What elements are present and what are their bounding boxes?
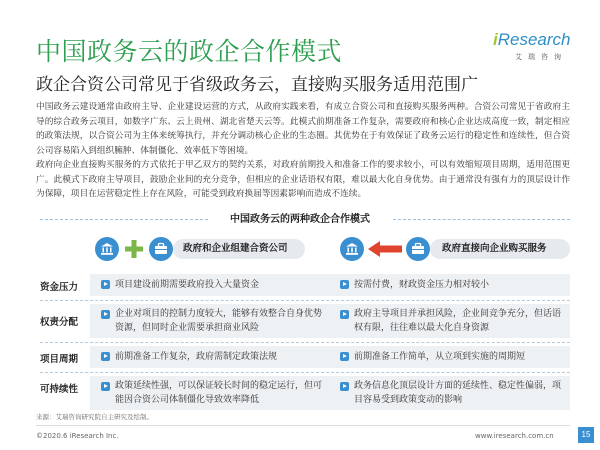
footer-url: www.iresearch.com.cn [475,432,554,440]
row-label-cycle: 项目周期 [40,354,79,365]
government-icon [95,237,119,261]
intro-paragraph [36,100,570,202]
logo-brand [493,30,573,50]
row-separator [40,300,570,301]
right-model-header [340,237,570,261]
bullet-icon [340,352,349,361]
page-title: 中国政务云的政企合作模式 [36,37,343,66]
footer-divider [36,425,570,426]
iresearch-logo [493,30,573,70]
arrow-left-icon [368,241,402,257]
left-cell-sustainability: 政策延续性强，可以保证较长时间的稳定运行，但可能因合资公司体制僵化导致效率降低 [115,381,323,405]
right-cell-responsibility: 政府主导项目并承担风险，企业间竞争充分，但话语权有限，往往难以最大化自身资源 [354,309,562,333]
bullet-icon [101,352,110,361]
left-cell-cycle: 前期准备工作复杂，政府需制定政策法规 [115,352,278,362]
paragraph-2: 政府向企业直接购买服务的方式依托于甲乙双方的契约关系，对政府前期投入和准备工作的要求较小，可以有效缩短项目周期，适用范围更广。此模式下政府主导项目，鼓励企业间的充分竞争，但相应的企业话语权有限，难以最大化自身优势。由于通常没有强有力的顶层设计作为保障，项目在运营稳定性上存在风险，可能受到政府换届等因素影响而造成不连续。 [36,160,570,199]
bullet-icon [101,280,110,289]
source-note: 来源：艾瑞咨询研究院自主研究及绘制。 [36,413,153,421]
logo-brand-prefix: i [493,30,498,49]
page-number: 15 [578,427,594,443]
right-cell-funding: 按需付费，财政资金压力相对较小 [354,280,490,290]
row-separator [40,372,570,373]
left-model-header [95,237,295,261]
logo-brand-name: Research [497,30,571,49]
row-label-sustainability: 可持续性 [40,384,79,395]
enterprise-icon [149,237,173,261]
right-cell-sustainability: 政务信息化顶层设计方面的延续性、稳定性偏弱，项目容易受到政策变动的影响 [354,381,562,405]
bullet-icon [101,310,110,319]
enterprise-icon-right [406,237,430,261]
logo-cn: 艾瑞咨询 [515,53,567,61]
left-cell-funding: 项目建设前期需要政府投入大量资金 [115,280,260,290]
bullet-icon [101,382,110,391]
plus-icon [125,240,143,258]
paragraph-1: 中国政务云建设通常由政府主导、企业建设运营的方式，从政府实践来看，有成立合资公司和直接购买服务两种。合资公司常见于省政府主导的综合政务云项目，如数字广东、云上贵州、湖北省楚天云等。此模式前期准备工作复杂，需要政府和核心企业达成高度一致，制定相应的政策法规，以合资公司为主体来统筹执行，并充分调动核心企业的生态圈。其优势在于有效保证了政务云运行的稳定性和连续性，但合资公司容易陷入到组织臃肿、体制僵化、效率低下等困境。 [36,102,570,156]
bullet-icon [340,280,349,289]
row-label-responsibility: 权责分配 [40,317,79,328]
row-separator [40,342,570,343]
copyright: ©2020.6 iResearch Inc. [36,432,119,440]
bullet-icon [340,310,349,319]
page-subtitle: 政企合资公司常见于省级政务云，直接购买服务适用范围广 [36,75,478,95]
left-header-label: 政府和企业组建合资公司 [173,239,305,259]
left-cell-responsibility: 企业对项目的控制力度较大，能够有效整合自身优势资源，但同时企业需要承担商业风险 [115,309,323,333]
right-cell-cycle: 前期准备工作简单，从立项到实施的周期短 [354,352,526,362]
government-icon-right [340,237,364,261]
right-header-label: 政府直接向企业购买服务 [430,239,570,259]
chart-title: 中国政务云的两种政企合作模式 [230,214,370,225]
row-label-funding: 资金压力 [40,282,79,293]
bullet-icon [340,382,349,391]
